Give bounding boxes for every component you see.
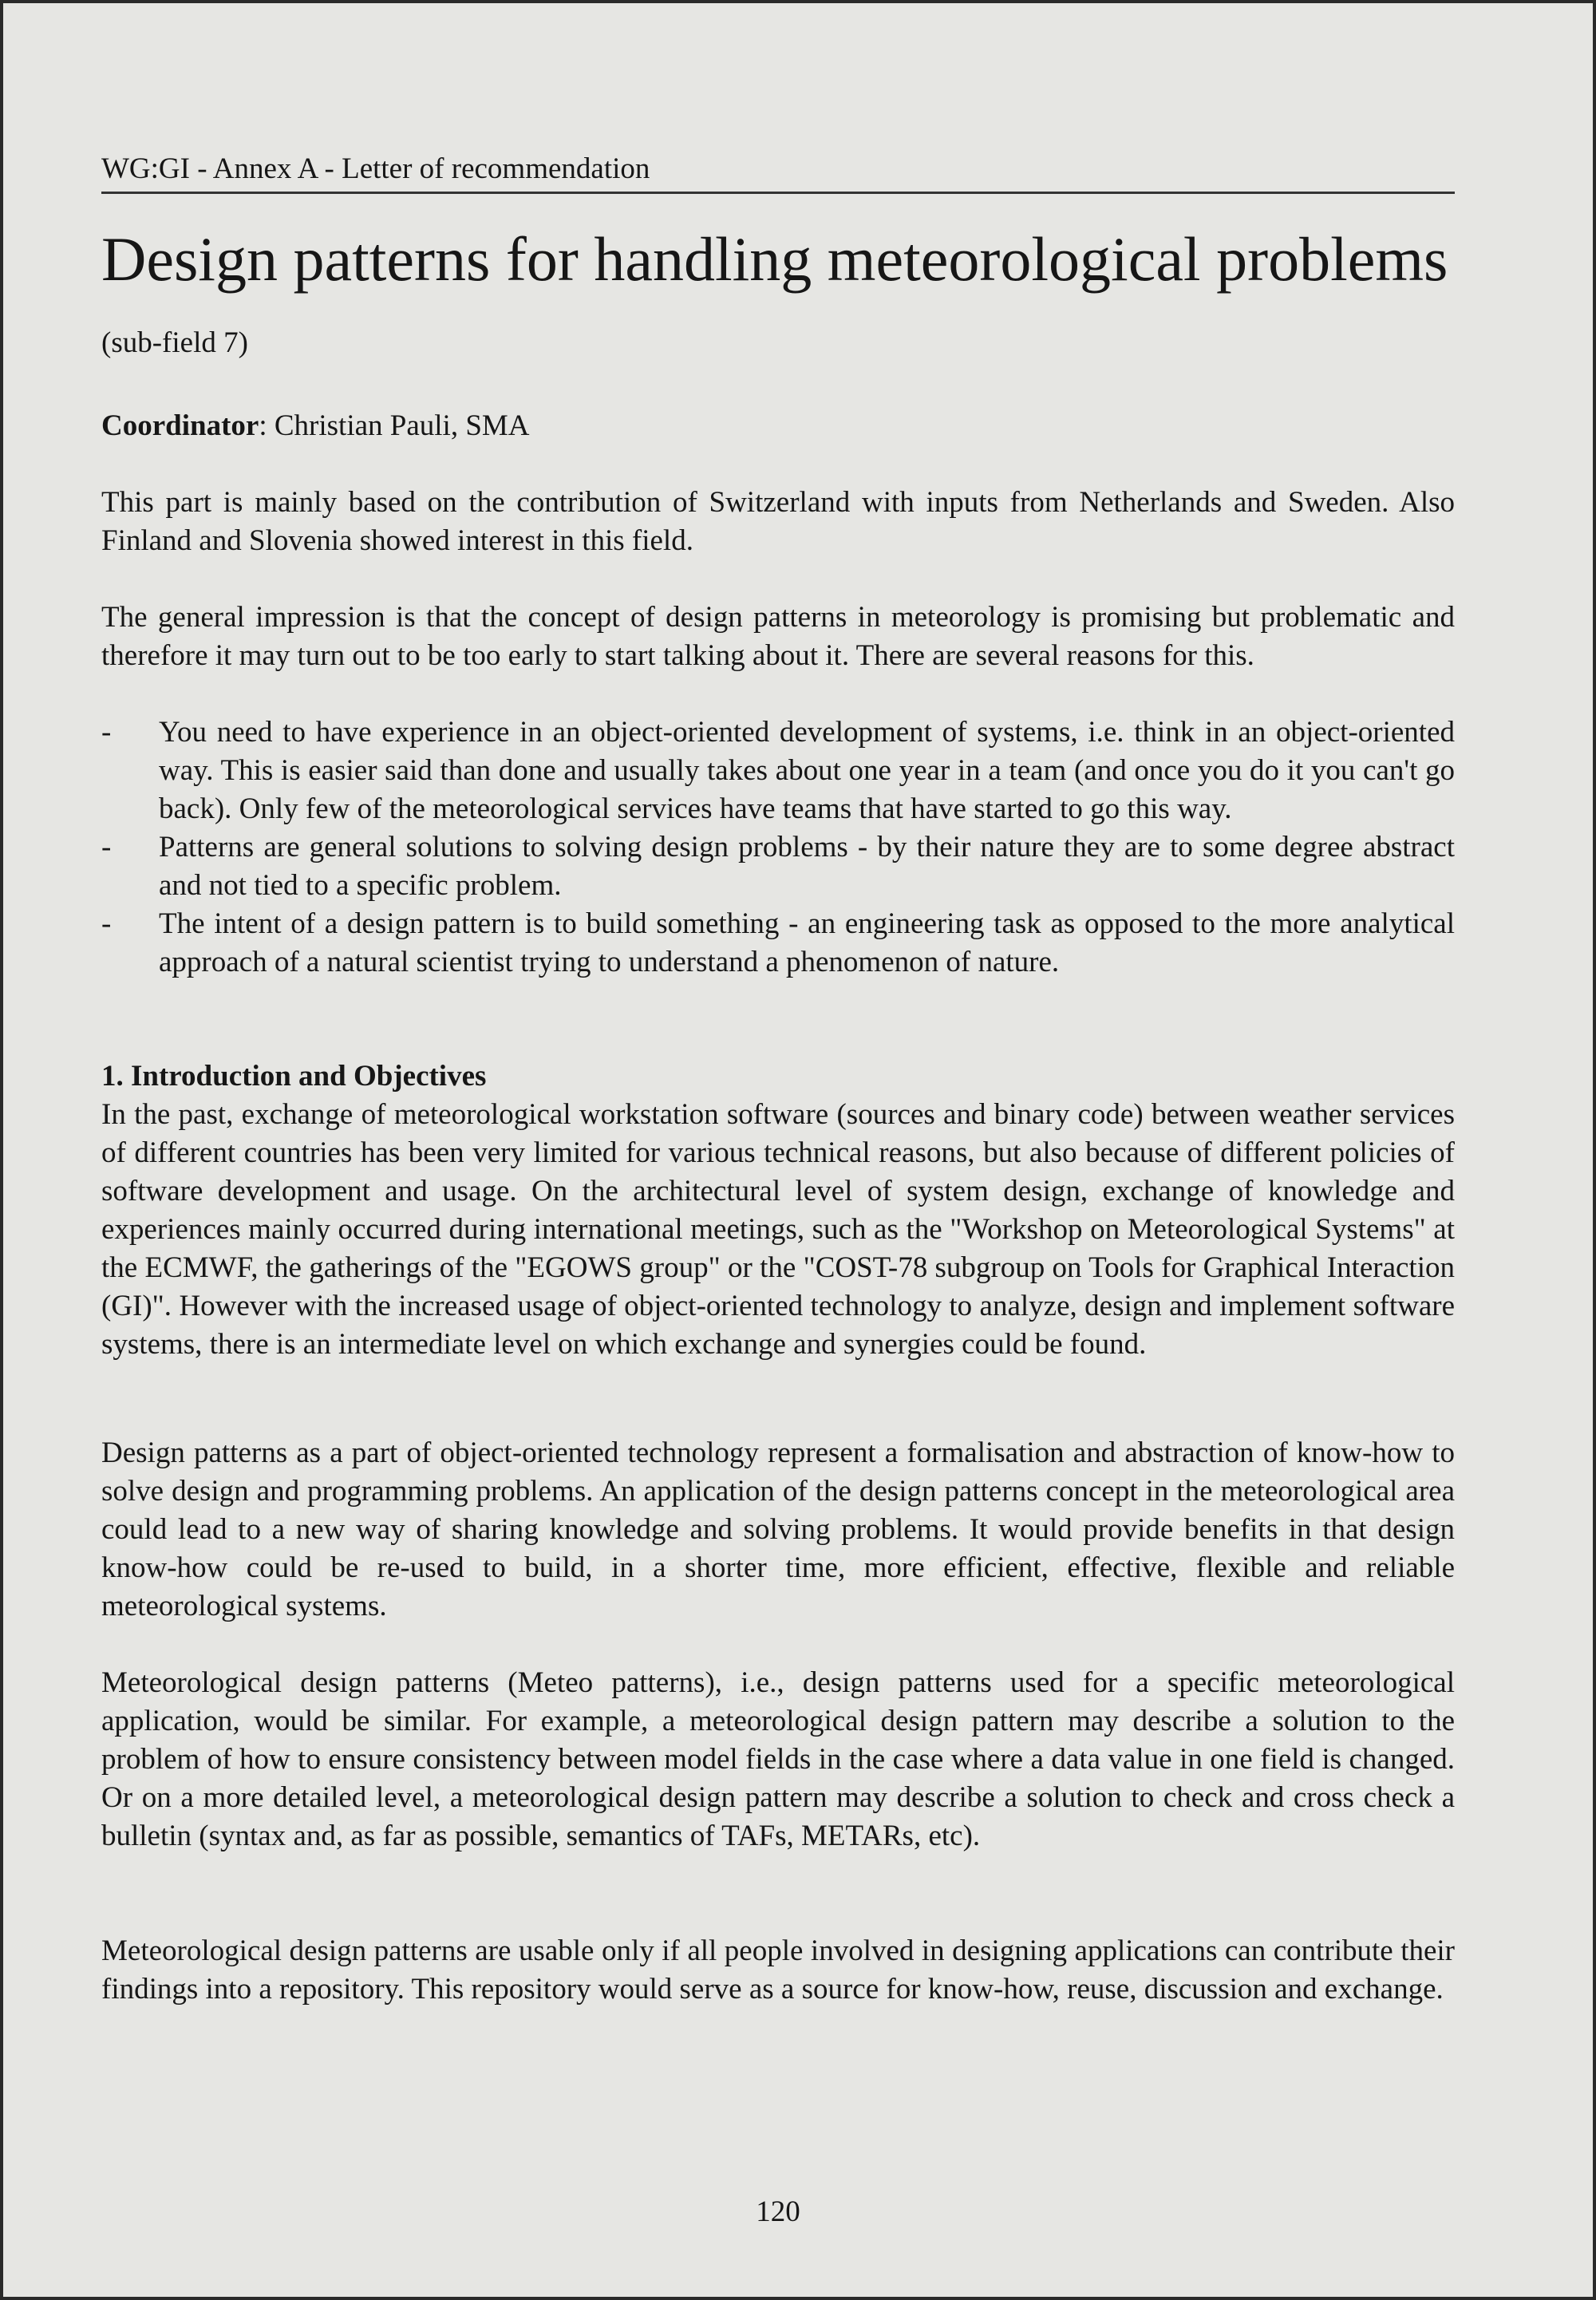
section-paragraph-3: Meteorological design patterns (Meteo patterns), i.e., design patterns used for a specific meteorological application, would be similar. For example, a meteorological design pattern may describe a solution to the problem of how to ensure consistency between model fields in the case where a data value in one field is changed. Or on a more detailed level, a meteorological design pattern may describe a solution to check and cross check a bulletin (syntax and, as far as possible, semantics of TAFs, METARs, etc). [101, 1666, 1455, 1852]
bullet-dash: - [101, 831, 112, 863]
bullet-text: Patterns are general solutions to solving design problems - by their nature they are to some degree abstract and not tied to a specific problem. [159, 831, 1455, 902]
bullet-dash: - [101, 716, 112, 749]
title-subfield: (sub-field 7) [101, 326, 248, 359]
intro-paragraph-2: The general impression is that the concept of design patterns in meteorology is promising but problematic and therefore it may turn out to be too early to start talking about it. There are several reasons for this. [101, 601, 1455, 672]
list-item [101, 905, 1455, 982]
section-heading: 1. Introduction and Objectives [101, 1060, 487, 1093]
coordinator-separator: : [259, 409, 267, 442]
reasons-list [101, 713, 1455, 982]
coordinator-name: Christian Pauli, SMA [274, 409, 530, 442]
coordinator-label: Coordinator [101, 409, 259, 442]
section-paragraph-4: Meteorological design patterns are usable only if all people involved in designing applications can contribute their findings into a repository. This repository would serve as a source for know-how, reuse, discussion and exchange. [101, 1934, 1455, 2006]
page-number: 120 [756, 2195, 800, 2228]
intro-paragraph-1: This part is mainly based on the contribution of Switzerland with inputs from Netherlands and Sweden. Also Finland and Slovenia showed interest in this field. [101, 486, 1455, 557]
section-paragraph-2: Design patterns as a part of object-oriented technology represent a formalisation and abstraction of know-how to solve design and programming problems. An application of the design patterns concept in the meteorological area could lead to a new way of sharing knowledge and solving problems. It would provide benefits in that design know-how could be re-used to build, in a shorter time, more efficient, effective, flexible and reliable meteorological systems. [101, 1437, 1455, 1622]
coordinator-line [101, 407, 530, 445]
list-item [101, 828, 1455, 905]
list-item [101, 713, 1455, 828]
page-title [101, 223, 1455, 379]
bullet-text: The intent of a design pattern is to build something - an engineering task as opposed to the more analytical approach of a natural scientist trying to understand a phenomenon of nature. [159, 907, 1455, 978]
section-paragraph-1: In the past, exchange of meteorological workstation software (sources and binary code) between weather services of different countries has been very limited for various technical reasons, but also because of different policies of software development and usage. On the architectural level of system design, exchange of knowledge and experiences mainly occurred during international meetings, such as the "Workshop on Meteorological Systems" at the ECMWF, the gatherings of the "EGOWS group" or the "COST-78 subgroup on Tools for Graphical Interaction (GI)". However with the increased usage of object-oriented technology to analyze, design and implement software systems, there is an intermediate level on which exchange and synergies could be found. [101, 1098, 1455, 1361]
running-header: WG:GI - Annex A - Letter of recommendation [101, 152, 1455, 194]
bullet-dash: - [101, 907, 112, 940]
bullet-text: You need to have experience in an object-oriented development of systems, i.e. think in an object-oriented way. This is easier said than done and usually takes about one year in a team (and once you do it you can't go back). Only few of the meteorological services have teams that have started to go this way. [159, 716, 1455, 825]
title-main: Design patterns for handling meteorological problems [101, 224, 1448, 294]
